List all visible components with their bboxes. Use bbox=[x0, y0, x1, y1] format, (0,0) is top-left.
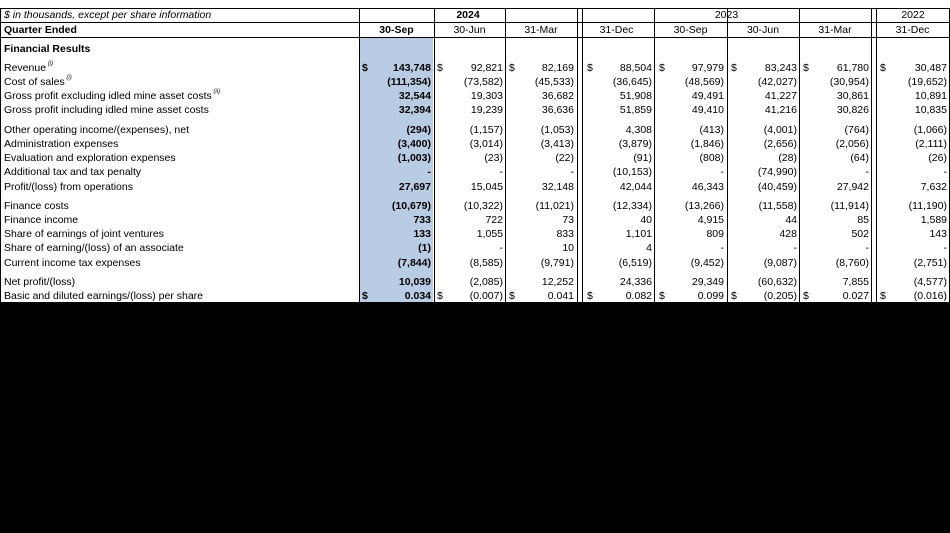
cell-value: (9,452) bbox=[690, 257, 724, 269]
cell-value: (9,791) bbox=[540, 257, 574, 269]
row-label bbox=[4, 165, 354, 179]
cell-value: - bbox=[499, 166, 503, 178]
cell-value: 1,101 bbox=[625, 228, 652, 240]
cell-value: (6,519) bbox=[618, 257, 652, 269]
cell-value: 32,394 bbox=[398, 104, 431, 116]
cell-value: (1,066) bbox=[913, 124, 947, 136]
cell-value: (0.016) bbox=[913, 290, 947, 302]
row-label-text: Other operating income/(expenses), net bbox=[4, 124, 190, 136]
cell-value: 10,039 bbox=[398, 276, 431, 288]
cell-value: 51,908 bbox=[619, 90, 652, 102]
cell-value: 92,821 bbox=[470, 62, 503, 74]
cell-value: 722 bbox=[485, 214, 503, 226]
row-label-text: Net profit/(loss) bbox=[4, 276, 76, 288]
cell-value: (11,021) bbox=[535, 200, 574, 212]
currency-symbol: $ bbox=[880, 290, 886, 302]
cell-value: 30,861 bbox=[836, 90, 869, 102]
cell-value: 27,942 bbox=[836, 181, 869, 193]
cell-value: (74,990) bbox=[757, 166, 797, 178]
cell-value: (10,322) bbox=[463, 200, 503, 212]
row-label-text: Administration expenses bbox=[4, 138, 119, 150]
cell-value: (11,558) bbox=[758, 200, 797, 212]
row-label bbox=[4, 137, 354, 151]
header-bottom-border bbox=[0, 37, 950, 38]
cell-value: 4,308 bbox=[625, 124, 652, 136]
cell-value: (73,582) bbox=[463, 76, 503, 88]
cell-value: - bbox=[570, 166, 574, 178]
cell-value: (3,400) bbox=[397, 138, 431, 150]
currency-symbol: $ bbox=[437, 62, 443, 74]
row-label-text: Revenue bbox=[4, 62, 47, 74]
cell-value: 143 bbox=[929, 228, 947, 240]
cell-value: (11,190) bbox=[908, 200, 947, 212]
cell-value: (42,027) bbox=[757, 76, 797, 88]
section-title: Financial Results bbox=[4, 43, 91, 55]
row-label-text: Finance costs bbox=[4, 200, 69, 212]
cell-value: - bbox=[793, 242, 797, 254]
quarter-label: 31-Dec bbox=[599, 24, 634, 36]
cell-value: 4 bbox=[646, 242, 652, 254]
cell-value: - bbox=[427, 166, 431, 178]
cell-value: 83,243 bbox=[764, 62, 797, 74]
cell-value: (36,645) bbox=[612, 76, 652, 88]
cell-value: (23) bbox=[484, 152, 503, 164]
quarter-label: 31-Dec bbox=[895, 24, 930, 36]
cell-value: (7,844) bbox=[397, 257, 431, 269]
year-label: 2024 bbox=[456, 9, 480, 21]
cell-value: 97,979 bbox=[691, 62, 724, 74]
footnote-marker: (i) bbox=[46, 61, 54, 67]
cell-value: 82,169 bbox=[541, 62, 574, 74]
row-label bbox=[4, 123, 354, 137]
cell-value: - bbox=[943, 166, 947, 178]
cell-value: 1,589 bbox=[920, 214, 947, 226]
cell-value: 0.027 bbox=[842, 290, 869, 302]
cell-value: (0.205) bbox=[763, 290, 797, 302]
cell-value: 0.034 bbox=[404, 290, 431, 302]
currency-symbol: $ bbox=[731, 62, 737, 74]
cell-value: 88,504 bbox=[619, 62, 652, 74]
cell-value: 833 bbox=[556, 228, 574, 240]
cell-value: (8,585) bbox=[469, 257, 503, 269]
cell-value: 10,891 bbox=[914, 90, 947, 102]
cell-value: (4,577) bbox=[913, 276, 947, 288]
cell-value: (808) bbox=[699, 152, 724, 164]
cell-value: - bbox=[720, 166, 724, 178]
cell-value: 15,045 bbox=[470, 181, 503, 193]
currency-symbol: $ bbox=[437, 290, 443, 302]
row-label bbox=[4, 180, 354, 194]
cell-value: 133 bbox=[413, 228, 431, 240]
currency-symbol: $ bbox=[509, 290, 515, 302]
cell-value: 10 bbox=[562, 242, 574, 254]
cell-value: (1,003) bbox=[397, 152, 431, 164]
cell-value: (26) bbox=[928, 152, 947, 164]
cell-value: (13,266) bbox=[684, 200, 724, 212]
row-label-text: Share of earning/(loss) of an associate bbox=[4, 242, 184, 254]
cell-value: (45,533) bbox=[534, 76, 574, 88]
cell-value: (9,087) bbox=[763, 257, 797, 269]
row-label-text: Profit/(loss) from operations bbox=[4, 181, 133, 193]
cell-value: - bbox=[499, 242, 503, 254]
cell-value: 27,697 bbox=[398, 181, 431, 193]
cell-value: (2,056) bbox=[835, 138, 869, 150]
currency-symbol: $ bbox=[659, 290, 665, 302]
cell-value: 51,859 bbox=[619, 104, 652, 116]
footnote-marker: (i) bbox=[64, 75, 72, 81]
cell-value: 19,303 bbox=[470, 90, 503, 102]
cell-value: (1,053) bbox=[540, 124, 574, 136]
row-label bbox=[4, 241, 354, 255]
cell-value: (40,459) bbox=[757, 181, 797, 193]
cell-value: (3,413) bbox=[540, 138, 574, 150]
cell-value: 4,915 bbox=[697, 214, 724, 226]
cell-value: 41,227 bbox=[764, 90, 797, 102]
cell-value: (111,354) bbox=[387, 76, 431, 88]
cell-value: 32,148 bbox=[541, 181, 574, 193]
currency-symbol: $ bbox=[362, 290, 368, 302]
footnote-marker: (ii) bbox=[211, 89, 221, 95]
currency-symbol: $ bbox=[659, 62, 665, 74]
year-label: 2023 bbox=[714, 9, 739, 21]
row-label bbox=[4, 103, 354, 117]
cell-value: (10,679) bbox=[391, 200, 431, 212]
cell-value: - bbox=[865, 166, 869, 178]
currency-symbol: $ bbox=[509, 62, 515, 74]
cell-value: (64) bbox=[850, 152, 869, 164]
cell-value: 7,632 bbox=[920, 181, 947, 193]
currency-symbol: $ bbox=[803, 290, 809, 302]
cell-value: 49,491 bbox=[691, 90, 724, 102]
row-label bbox=[4, 75, 354, 89]
cell-value: (11,914) bbox=[830, 200, 869, 212]
quarter-label: 30-Sep bbox=[673, 24, 708, 36]
year-label: 2022 bbox=[901, 9, 925, 21]
row-label-text: Cost of sales bbox=[4, 76, 65, 88]
currency-symbol: $ bbox=[362, 62, 368, 74]
cell-value: (48,569) bbox=[684, 76, 724, 88]
quarter-label: 30-Jun bbox=[453, 24, 486, 36]
row-label-text: Gross profit including idled mine asset costs bbox=[4, 104, 209, 116]
cell-value: 30,487 bbox=[914, 62, 947, 74]
cell-value: 502 bbox=[851, 228, 869, 240]
cell-value: 73 bbox=[562, 214, 574, 226]
cell-value: (30,954) bbox=[829, 76, 869, 88]
cell-value: 61,780 bbox=[836, 62, 869, 74]
units-note: $ in thousands, except per share information bbox=[4, 9, 212, 21]
cell-value: - bbox=[865, 242, 869, 254]
cell-value: 24,336 bbox=[619, 276, 652, 288]
cell-value: (28) bbox=[778, 152, 797, 164]
cell-value: 44 bbox=[785, 214, 797, 226]
cell-value: (10,153) bbox=[612, 166, 652, 178]
cell-value: 10,835 bbox=[914, 104, 947, 116]
cell-value: (413) bbox=[699, 124, 724, 136]
cell-value: 143,748 bbox=[393, 62, 431, 74]
cell-value: (3,014) bbox=[469, 138, 503, 150]
row-label bbox=[4, 275, 354, 289]
cell-value: (2,085) bbox=[469, 276, 503, 288]
row-label bbox=[4, 256, 354, 270]
quarter-label: 30-Jun bbox=[746, 24, 780, 36]
cell-value: 733 bbox=[413, 214, 431, 226]
cell-value: 42,044 bbox=[619, 181, 652, 193]
cell-value: (8,760) bbox=[835, 257, 869, 269]
cell-value: 30,826 bbox=[836, 104, 869, 116]
currency-symbol: $ bbox=[587, 62, 593, 74]
cell-value: 36,636 bbox=[541, 104, 574, 116]
cell-value: 41,216 bbox=[764, 104, 797, 116]
period-label: Quarter Ended bbox=[4, 24, 77, 36]
cell-value: - bbox=[943, 242, 947, 254]
cell-value: 0.082 bbox=[625, 290, 652, 302]
row-label-text: Gross profit excluding idled mine asset costs bbox=[4, 90, 212, 102]
cell-value: (294) bbox=[406, 124, 431, 136]
cell-value: (91) bbox=[633, 152, 652, 164]
cell-value: (2,111) bbox=[915, 138, 947, 150]
cell-value: 809 bbox=[706, 228, 724, 240]
cell-value: (4,001) bbox=[763, 124, 797, 136]
row-label-text: Finance income bbox=[4, 214, 79, 226]
cell-value: (2,656) bbox=[763, 138, 797, 150]
column-divider bbox=[0, 8, 1, 303]
cell-value: 29,349 bbox=[691, 276, 724, 288]
row-label bbox=[4, 289, 354, 303]
row-label bbox=[4, 61, 354, 75]
cell-value: 428 bbox=[779, 228, 797, 240]
cell-value: (60,632) bbox=[757, 276, 797, 288]
row-label bbox=[4, 227, 354, 241]
row-label-text: Current income tax expenses bbox=[4, 257, 141, 269]
quarter-label: 31-Mar bbox=[818, 24, 852, 36]
cell-value: 85 bbox=[857, 214, 869, 226]
cell-value: 46,343 bbox=[691, 181, 724, 193]
row-label bbox=[4, 213, 354, 227]
cell-value: 40 bbox=[640, 214, 652, 226]
cell-value: 19,239 bbox=[470, 104, 503, 116]
cell-value: (22) bbox=[555, 152, 574, 164]
cell-value: (2,751) bbox=[913, 257, 947, 269]
cell-value: (3,879) bbox=[618, 138, 652, 150]
currency-symbol: $ bbox=[587, 290, 593, 302]
cell-value: 32,544 bbox=[398, 90, 431, 102]
cell-value: (12,334) bbox=[612, 200, 652, 212]
currency-symbol: $ bbox=[731, 290, 737, 302]
cell-value: (1,157) bbox=[469, 124, 503, 136]
cell-value: (19,652) bbox=[907, 76, 947, 88]
row-label-text: Share of earnings of joint ventures bbox=[4, 228, 164, 240]
cell-value: (1,846) bbox=[690, 138, 724, 150]
cell-value: 36,682 bbox=[541, 90, 574, 102]
row-label-text: Basic and diluted earnings/(loss) per share bbox=[4, 290, 204, 302]
row-label bbox=[4, 199, 354, 213]
cell-value: 12,252 bbox=[541, 276, 574, 288]
cell-value: (764) bbox=[844, 124, 869, 136]
cell-value: (0.007) bbox=[469, 290, 503, 302]
row-label bbox=[4, 89, 354, 103]
cell-value: 49,410 bbox=[691, 104, 724, 116]
cell-value: 0.041 bbox=[547, 290, 574, 302]
cell-value: 0.099 bbox=[697, 290, 724, 302]
cell-value: 1,055 bbox=[476, 228, 503, 240]
currency-symbol: $ bbox=[803, 62, 809, 74]
cell-value: - bbox=[720, 242, 724, 254]
row-label-text: Evaluation and exploration expenses bbox=[4, 152, 176, 164]
row-label-text: Additional tax and tax penalty bbox=[4, 166, 142, 178]
cell-value: 7,855 bbox=[842, 276, 869, 288]
row-label bbox=[4, 151, 354, 165]
quarter-label: 30-Sep bbox=[379, 24, 414, 36]
currency-symbol: $ bbox=[880, 62, 886, 74]
quarter-label: 31-Mar bbox=[524, 24, 558, 36]
cell-value: (1) bbox=[418, 242, 431, 254]
